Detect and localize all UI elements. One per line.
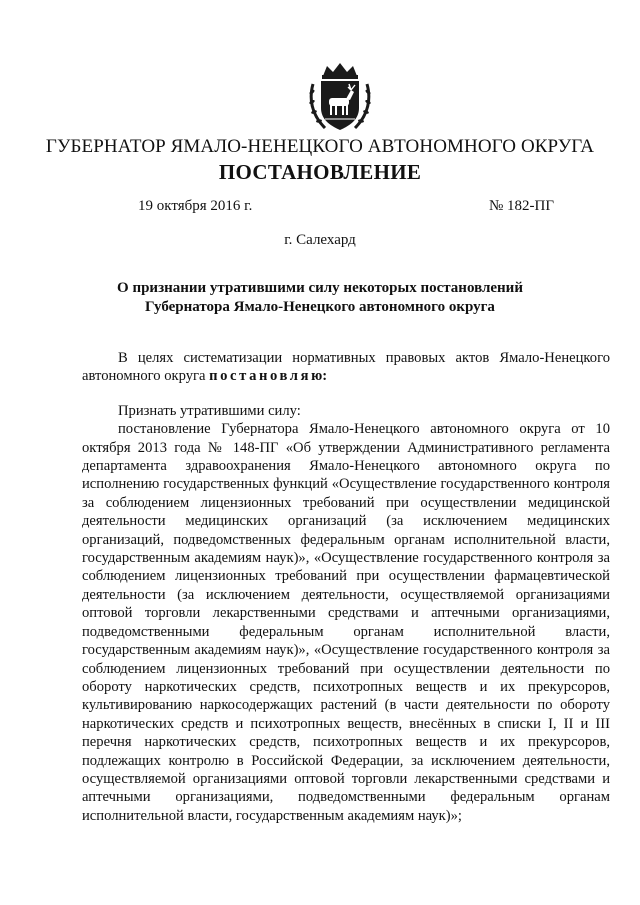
resolve-word: постановля bbox=[209, 368, 312, 385]
yamal-nenets-coat-of-arms-icon bbox=[305, 62, 375, 134]
paragraph-spacer bbox=[82, 386, 610, 402]
document-title-line-2: Губернатора Ямало-Ненецкого автономного округа bbox=[145, 299, 495, 315]
preamble-text: В целях систематизации нормативных правовых актов Ямало-Ненецкого автономного округа bbox=[82, 350, 610, 385]
document-number: № 182-ПГ bbox=[488, 198, 554, 214]
document-type: ПОСТАНОВЛЕНИЕ bbox=[218, 160, 422, 184]
document-body bbox=[82, 349, 610, 825]
document-title-line-1: О признании утратившими силу некоторых постановлений bbox=[117, 280, 523, 296]
issuing-authority: ГУБЕРНАТОР ЯМАЛО-НЕНЕЦКОГО АВТОНОМНОГО ОКРУГА bbox=[45, 136, 595, 157]
document-city: г. Салехард bbox=[284, 232, 356, 248]
resolve-word-end: ю: bbox=[311, 368, 328, 385]
repealed-item-paragraph: постановление Губернатора Ямало-Ненецкого автономного округа от 10 октября 2013 года № 148-ПГ «Об утверждении Административного регламента департамента здравоохранения Ямало-Ненецкого автономного округа по исполнению государственных функций «Осуществление государственного контроля за соблюдением лицензионных требований при осуществлении медицинской деятельности медицинских организаций (за исключением медицинских организаций, подведомственных федеральным органам исполнительной власти, государственным академиям наук)», «Осуществление государственного контроля за соблюдением лицензионных требований при осуществлении фармацевтической деятельности (за исключением деятельности, осуществляемой организациями оптовой торговли лекарственными средствами и аптечными организациями, подведомственными федеральным органам исполнительной власти, государственным академиям наук)», «Осуществление государственного контроля за соблюдением лицензионных требований при осуществлении деятельности по обороту наркотических средств, психотропных веществ и их прекурсоров, культивированию наркосодержащих растений (в части деятельности по обороту наркотических средств и психотропных веществ, внесённых в списки I, II и III перечня наркотических средств, психотропных веществ и их прекурсоров, подлежащих контролю в Российской Федерации, за исключением деятельности, осуществляемой организациями оптовой торговли лекарственными средствами и аптечными организациями, подведомственными федеральным органам исполнительной власти, государственным академиям наук)»; bbox=[82, 421, 610, 824]
document-title bbox=[80, 279, 560, 317]
declare-paragraph: Признать утратившими силу: bbox=[118, 402, 301, 419]
preamble-paragraph bbox=[82, 349, 610, 386]
document-date: 19 октября 2016 г. bbox=[138, 198, 253, 214]
